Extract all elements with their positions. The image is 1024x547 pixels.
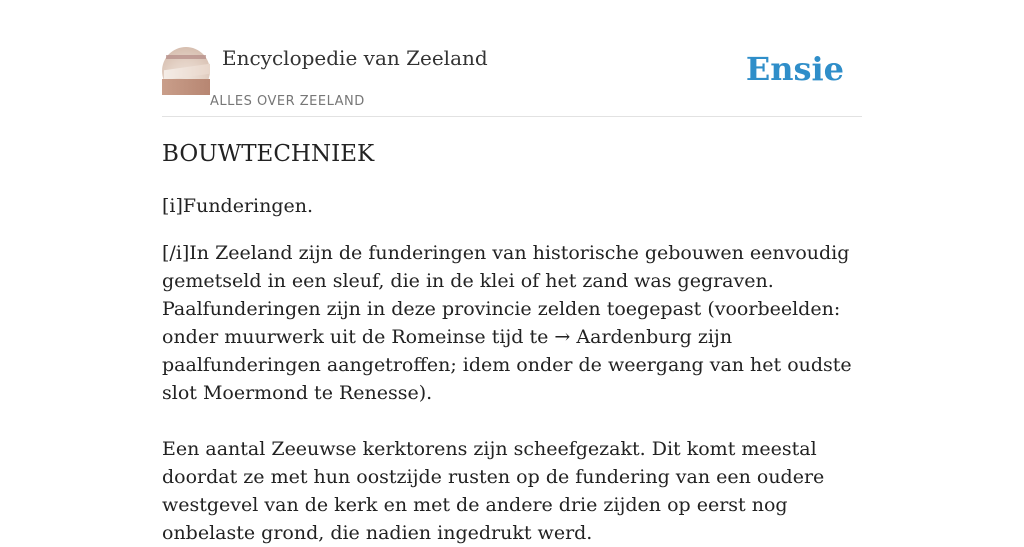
logo-detail (166, 55, 206, 59)
article-paragraph: [/i]In Zeeland zijn de funderingen van historische gebouwen eenvoudig gemetseld in een sleuf, die in de klei of het zand was gegraven. Paalfunderingen zijn in deze provincie zelden toegepast (voorbeelden: onder muurwerk uit de Romeinse tijd te → Aardenburg zijn paalfunderingen aangetroffen; idem onder de weergang van het oudste slot Moermond te Renesse). (162, 242, 852, 404)
site-header (162, 0, 862, 117)
site-logo-icon[interactable] (162, 47, 210, 95)
logo-detail (162, 79, 210, 95)
logo-detail (164, 64, 210, 80)
site-tagline: ALLES OVER ZEELAND (210, 94, 365, 109)
site-title[interactable]: Encyclopedie van Zeeland (222, 46, 488, 70)
article-title: BOUWTECHNIEK (162, 141, 375, 167)
article-paragraph: Een aantal Zeeuwse kerktorens zijn scheefgezakt. Dit komt meestal doordat ze met hun oostzijde rusten op de fundering van een oudere westgevel van de kerk en met de andere drie zijden op eerst nog onbelaste grond, die nadien ingedrukt werd. (162, 438, 825, 544)
brand-logo[interactable]: Ensie (745, 50, 844, 88)
article-paragraph: [i]Funderingen. (162, 195, 314, 217)
article-content (162, 138, 867, 547)
